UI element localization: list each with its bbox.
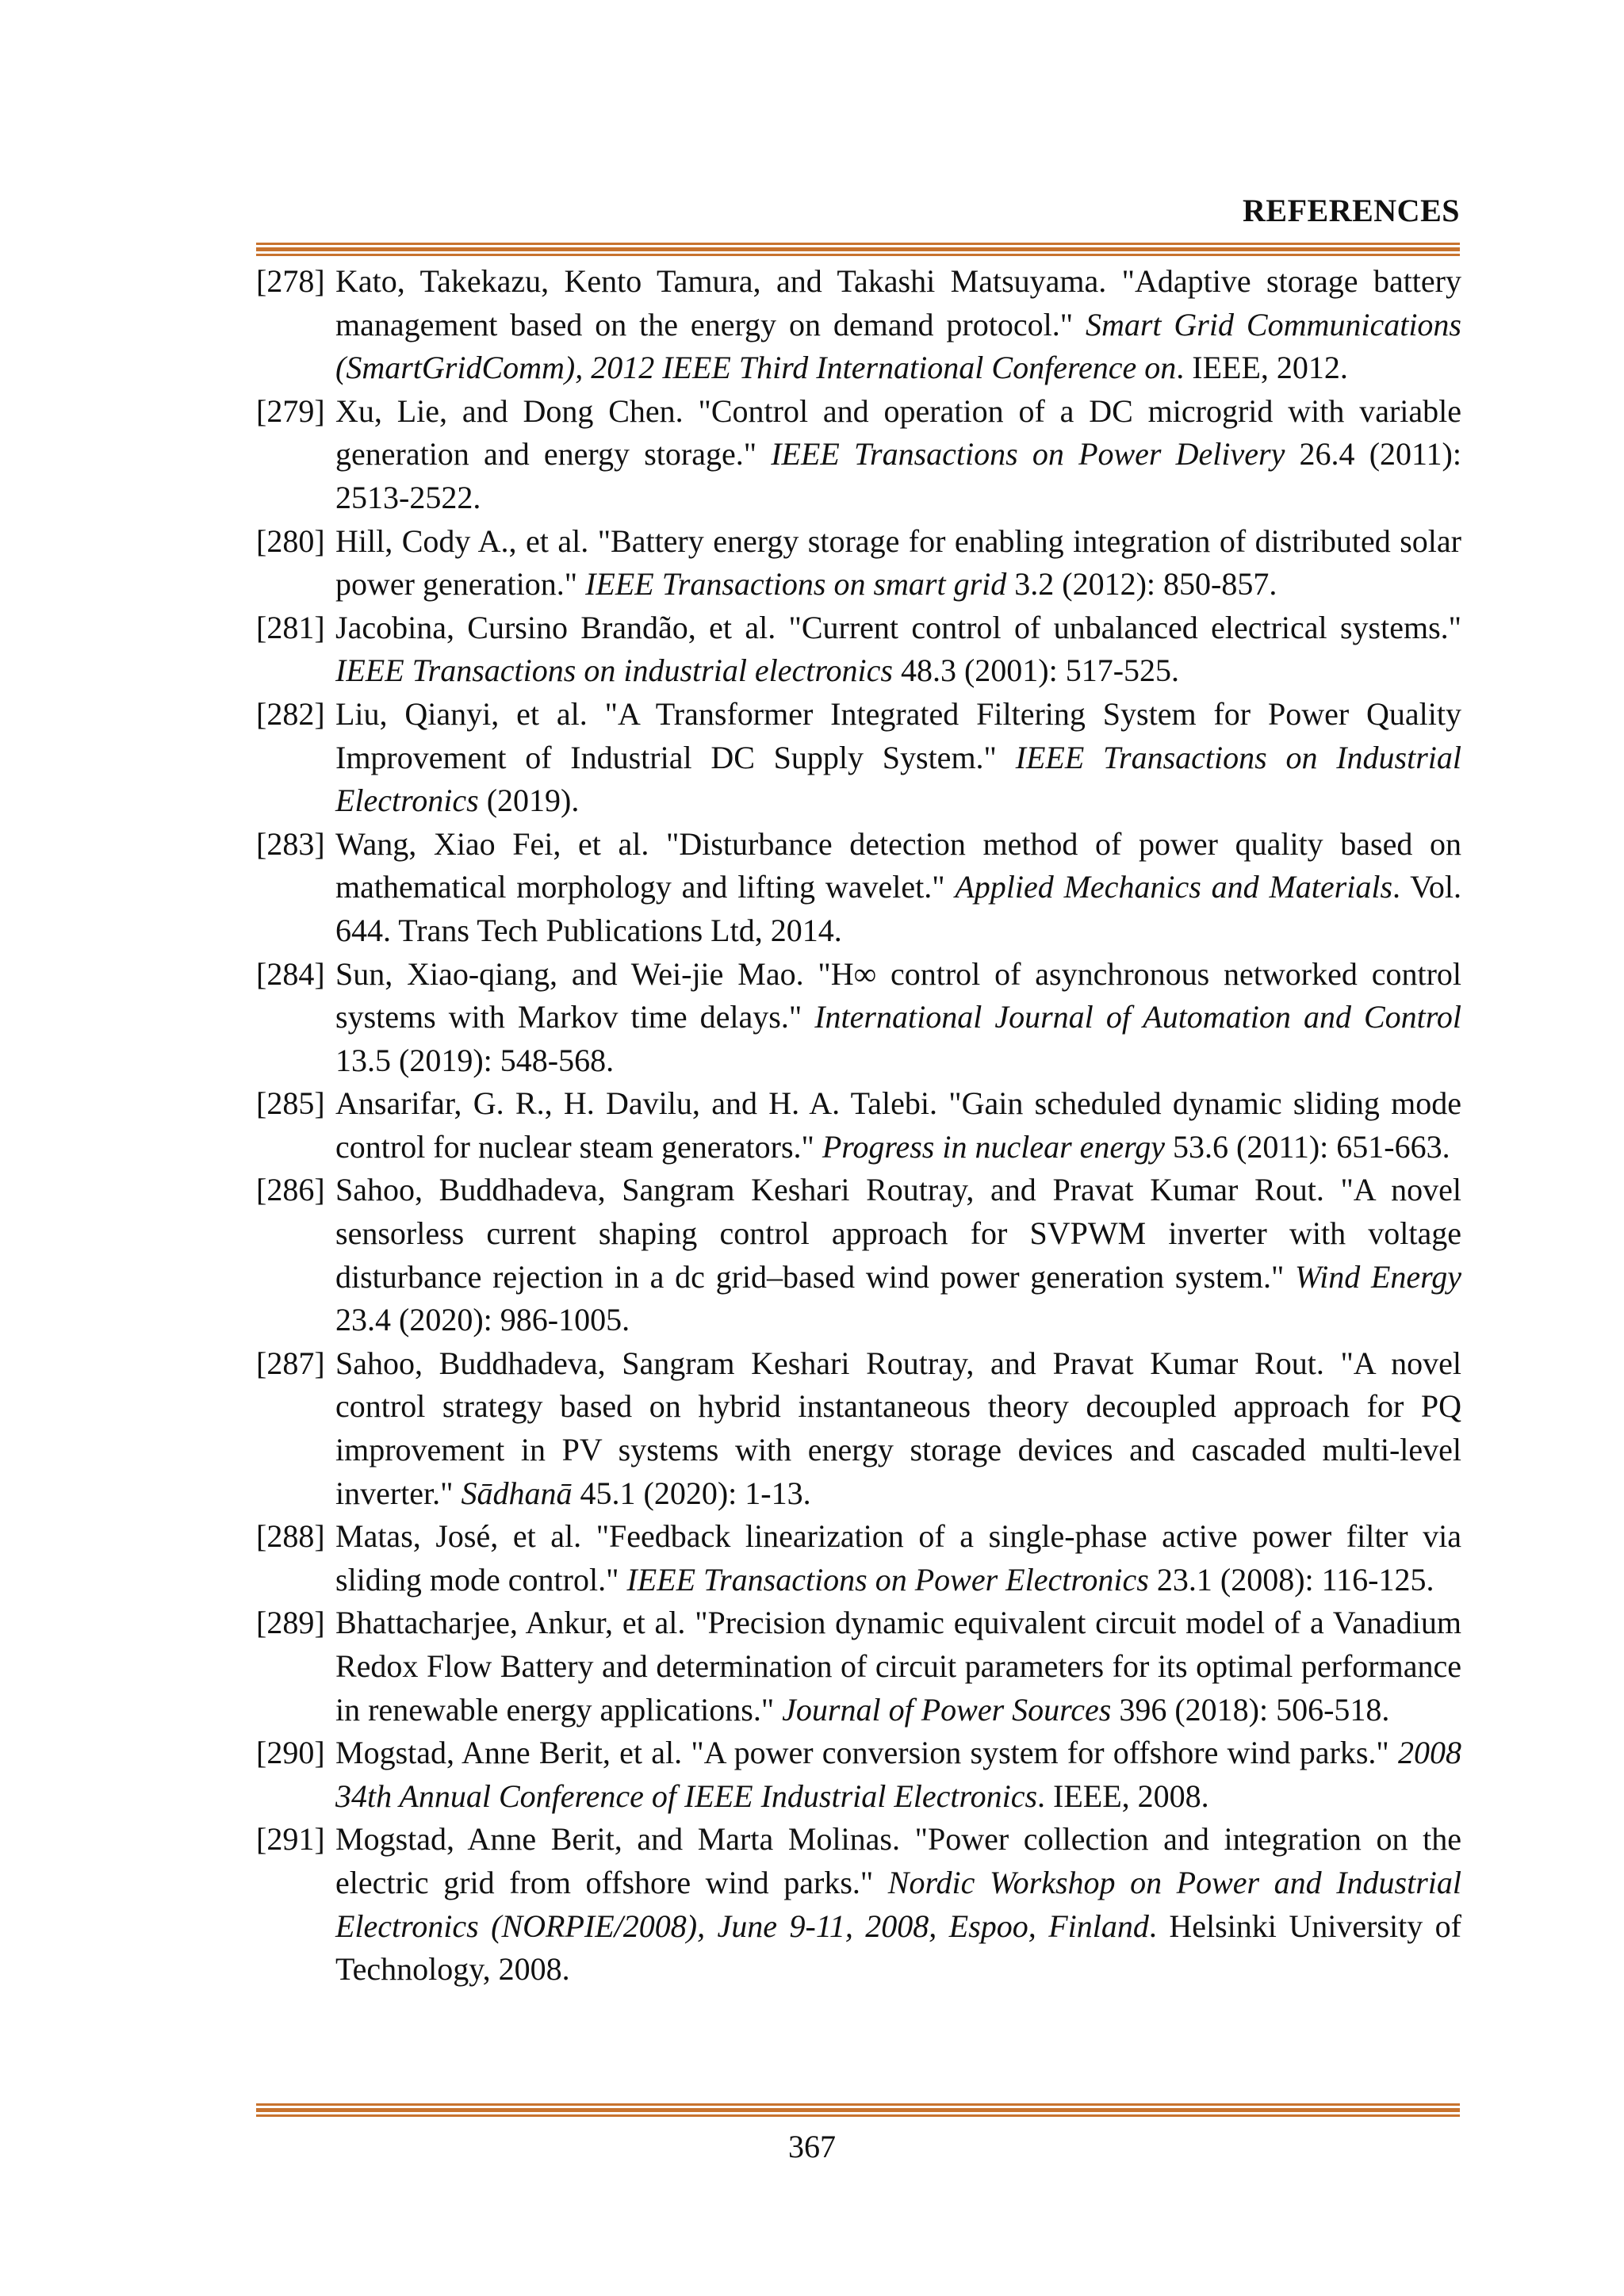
reference-number: [290] (256, 1735, 325, 1771)
reference-number: [289] (256, 1605, 325, 1641)
header-rule (256, 243, 1460, 258)
reference-item (256, 1342, 1461, 1515)
reference-item (256, 607, 1461, 693)
reference-item (256, 1169, 1461, 1341)
reference-text-segment: Jacobina, Cursino Brandão, et al. "Current control of unbalanced electrical systems." (335, 609, 1461, 645)
reference-source-italic: Smart Grid Communications (SmartGridComm), 2012 IEEE Third International Conference on (335, 306, 1462, 386)
reference-text (335, 1818, 1461, 1991)
reference-item (256, 1515, 1461, 1601)
reference-number: [285] (256, 1085, 325, 1122)
reference-item (256, 520, 1461, 607)
reference-number: [279] (256, 392, 325, 429)
reference-text-segment: 45.1 (2020): 1-13. (572, 1475, 811, 1511)
reference-source-italic: International Journal of Automation and Control (814, 999, 1461, 1035)
reference-list (256, 260, 1461, 1992)
reference-text (335, 953, 1461, 1083)
reference-text-segment: Xu, Lie, and Dong Chen. "Control and operation of a DC microgrid with variable generation and energy storage." (335, 392, 1461, 473)
reference-number: [287] (256, 1345, 325, 1381)
reference-source-italic: 2008 34th Annual Conference of IEEE Industrial Electronics (335, 1735, 1461, 1814)
reference-text-segment: . Helsinki University of Technology, 2008. (335, 1908, 1461, 1988)
reference-item (256, 823, 1461, 953)
reference-source-italic: Progress in nuclear energy (822, 1128, 1165, 1165)
reference-text-segment: Bhattacharjee, Ankur, et al. "Precision dynamic equivalent circuit model of a Vanadium Redox Flow Battery and determination of circuit parameters for its optimal performance in renewable energy applications." (335, 1605, 1461, 1728)
reference-text (335, 1515, 1461, 1601)
reference-number: [288] (256, 1518, 325, 1555)
reference-source-italic: Journal of Power Sources (782, 1691, 1112, 1728)
reference-text-segment: 48.3 (2001): 517-525. (892, 652, 1180, 689)
reference-text-segment: Hill, Cody A., et al. "Battery energy storage for enabling integration of distributed solar power generation." (335, 522, 1461, 603)
reference-item (256, 693, 1461, 823)
reference-text (335, 390, 1461, 520)
reference-text-segment: 23.4 (2020): 986-1005. (335, 1302, 630, 1338)
reference-item (256, 1601, 1461, 1732)
reference-text (335, 1342, 1461, 1515)
reference-number: [284] (256, 955, 325, 992)
reference-number: [278] (256, 263, 325, 299)
reference-source-italic: IEEE Transactions on smart grid (585, 566, 1007, 603)
reference-item (256, 1732, 1461, 1818)
reference-text-segment: 53.6 (2011): 651-663. (1165, 1128, 1450, 1165)
footer-rule (256, 2103, 1460, 2119)
reference-text-segment: Sahoo, Buddhadeva, Sangram Keshari Routray, and Pravat Kumar Rout. "A novel sensorless current shaping control approach for SVPWM inverter with voltage disturbance rejection in a dc grid–based wind power generation system." (335, 1172, 1461, 1295)
reference-text-segment: . Vol. 644. Trans Tech Publications Ltd, 2014. (335, 869, 1461, 948)
reference-text (335, 1601, 1461, 1732)
reference-source-italic: IEEE Transactions on Industrial Electronics (335, 739, 1461, 819)
reference-text-segment: . IEEE, 2008. (1037, 1777, 1209, 1814)
reference-text-segment: Sun, Xiao-qiang, and Wei-jie Mao. "H∞ control of asynchronous networked control systems with Markov time delays." (335, 955, 1461, 1035)
reference-text-segment: Mogstad, Anne Berit, et al. "A power conversion system for offshore wind parks." (335, 1735, 1398, 1771)
reference-source-italic: Wind Energy (1295, 1258, 1462, 1295)
reference-number: [291] (256, 1821, 325, 1858)
reference-text-segment: Ansarifar, G. R., H. Davilu, and H. A. Talebi. "Gain scheduled dynamic sliding mode control for nuclear steam generators." (335, 1085, 1461, 1165)
reference-source-italic: Sādhanā (461, 1475, 573, 1511)
reference-item (256, 1082, 1461, 1169)
reference-text-segment: 3.2 (2012): 850-857. (1006, 566, 1277, 603)
reference-text (335, 607, 1461, 693)
reference-source-italic: IEEE Transactions on Power Delivery (771, 436, 1285, 473)
reference-text (335, 260, 1461, 390)
reference-item (256, 1818, 1461, 1991)
reference-text-segment: 23.1 (2008): 116-125. (1148, 1561, 1434, 1598)
reference-text-segment: Wang, Xiao Fei, et al. "Disturbance detection method of power quality based on mathematical morphology and lifting wavelet." (335, 825, 1461, 905)
reference-source-italic: Nordic Workshop on Power and Industrial Electronics (NORPIE/2008), June 9-11, 2008, Espoo, Finland (335, 1864, 1462, 1944)
reference-text-segment: Sahoo, Buddhadeva, Sangram Keshari Routray, and Pravat Kumar Rout. "A novel control strategy based on hybrid instantaneous theory decoupled approach for PQ improvement in PV systems with energy storage devices and cascaded multi-level inverter." (335, 1345, 1461, 1511)
reference-text (335, 1732, 1461, 1818)
reference-text-segment: Matas, José, et al. "Feedback linearization of a single-phase active power filter via sliding mode control." (335, 1518, 1461, 1598)
reference-text (335, 1082, 1461, 1169)
reference-item (256, 953, 1461, 1083)
reference-text (335, 823, 1461, 953)
reference-number: [283] (256, 825, 325, 862)
reference-text-segment: Mogstad, Anne Berit, and Marta Molinas. "Power collection and integration on the electric grid from offshore wind parks." (335, 1821, 1461, 1900)
reference-source-italic: IEEE Transactions on Power Electronics (626, 1561, 1149, 1598)
reference-number: [286] (256, 1172, 325, 1208)
reference-text-segment: Kato, Takekazu, Kento Tamura, and Takashi Matsuyama. "Adaptive storage battery management based on the energy on demand protocol." (335, 263, 1461, 342)
reference-text (335, 693, 1461, 823)
reference-text-segment: 13.5 (2019): 548-568. (335, 1042, 615, 1078)
reference-text-segment: 396 (2018): 506-518. (1111, 1691, 1390, 1728)
reference-number: [280] (256, 522, 325, 559)
reference-text (335, 520, 1461, 607)
page-header-title: REFERENCES (1243, 193, 1460, 228)
reference-source-italic: Applied Mechanics and Materials (955, 869, 1393, 905)
reference-text-segment: . IEEE, 2012. (1176, 350, 1348, 386)
reference-text-segment: Liu, Qianyi, et al. "A Transformer Integrated Filtering System for Power Quality Improvement of Industrial DC Supply System." (335, 695, 1461, 775)
page-number: 367 (788, 2129, 836, 2164)
reference-text-segment: (2019). (478, 783, 580, 819)
reference-item (256, 260, 1461, 390)
reference-item (256, 390, 1461, 520)
reference-source-italic: IEEE Transactions on industrial electronics (335, 652, 893, 689)
reference-text (335, 1169, 1461, 1341)
reference-number: [282] (256, 695, 325, 732)
reference-text-segment: 26.4 (2011): 2513-2522. (335, 436, 1461, 515)
reference-number: [281] (256, 609, 325, 645)
